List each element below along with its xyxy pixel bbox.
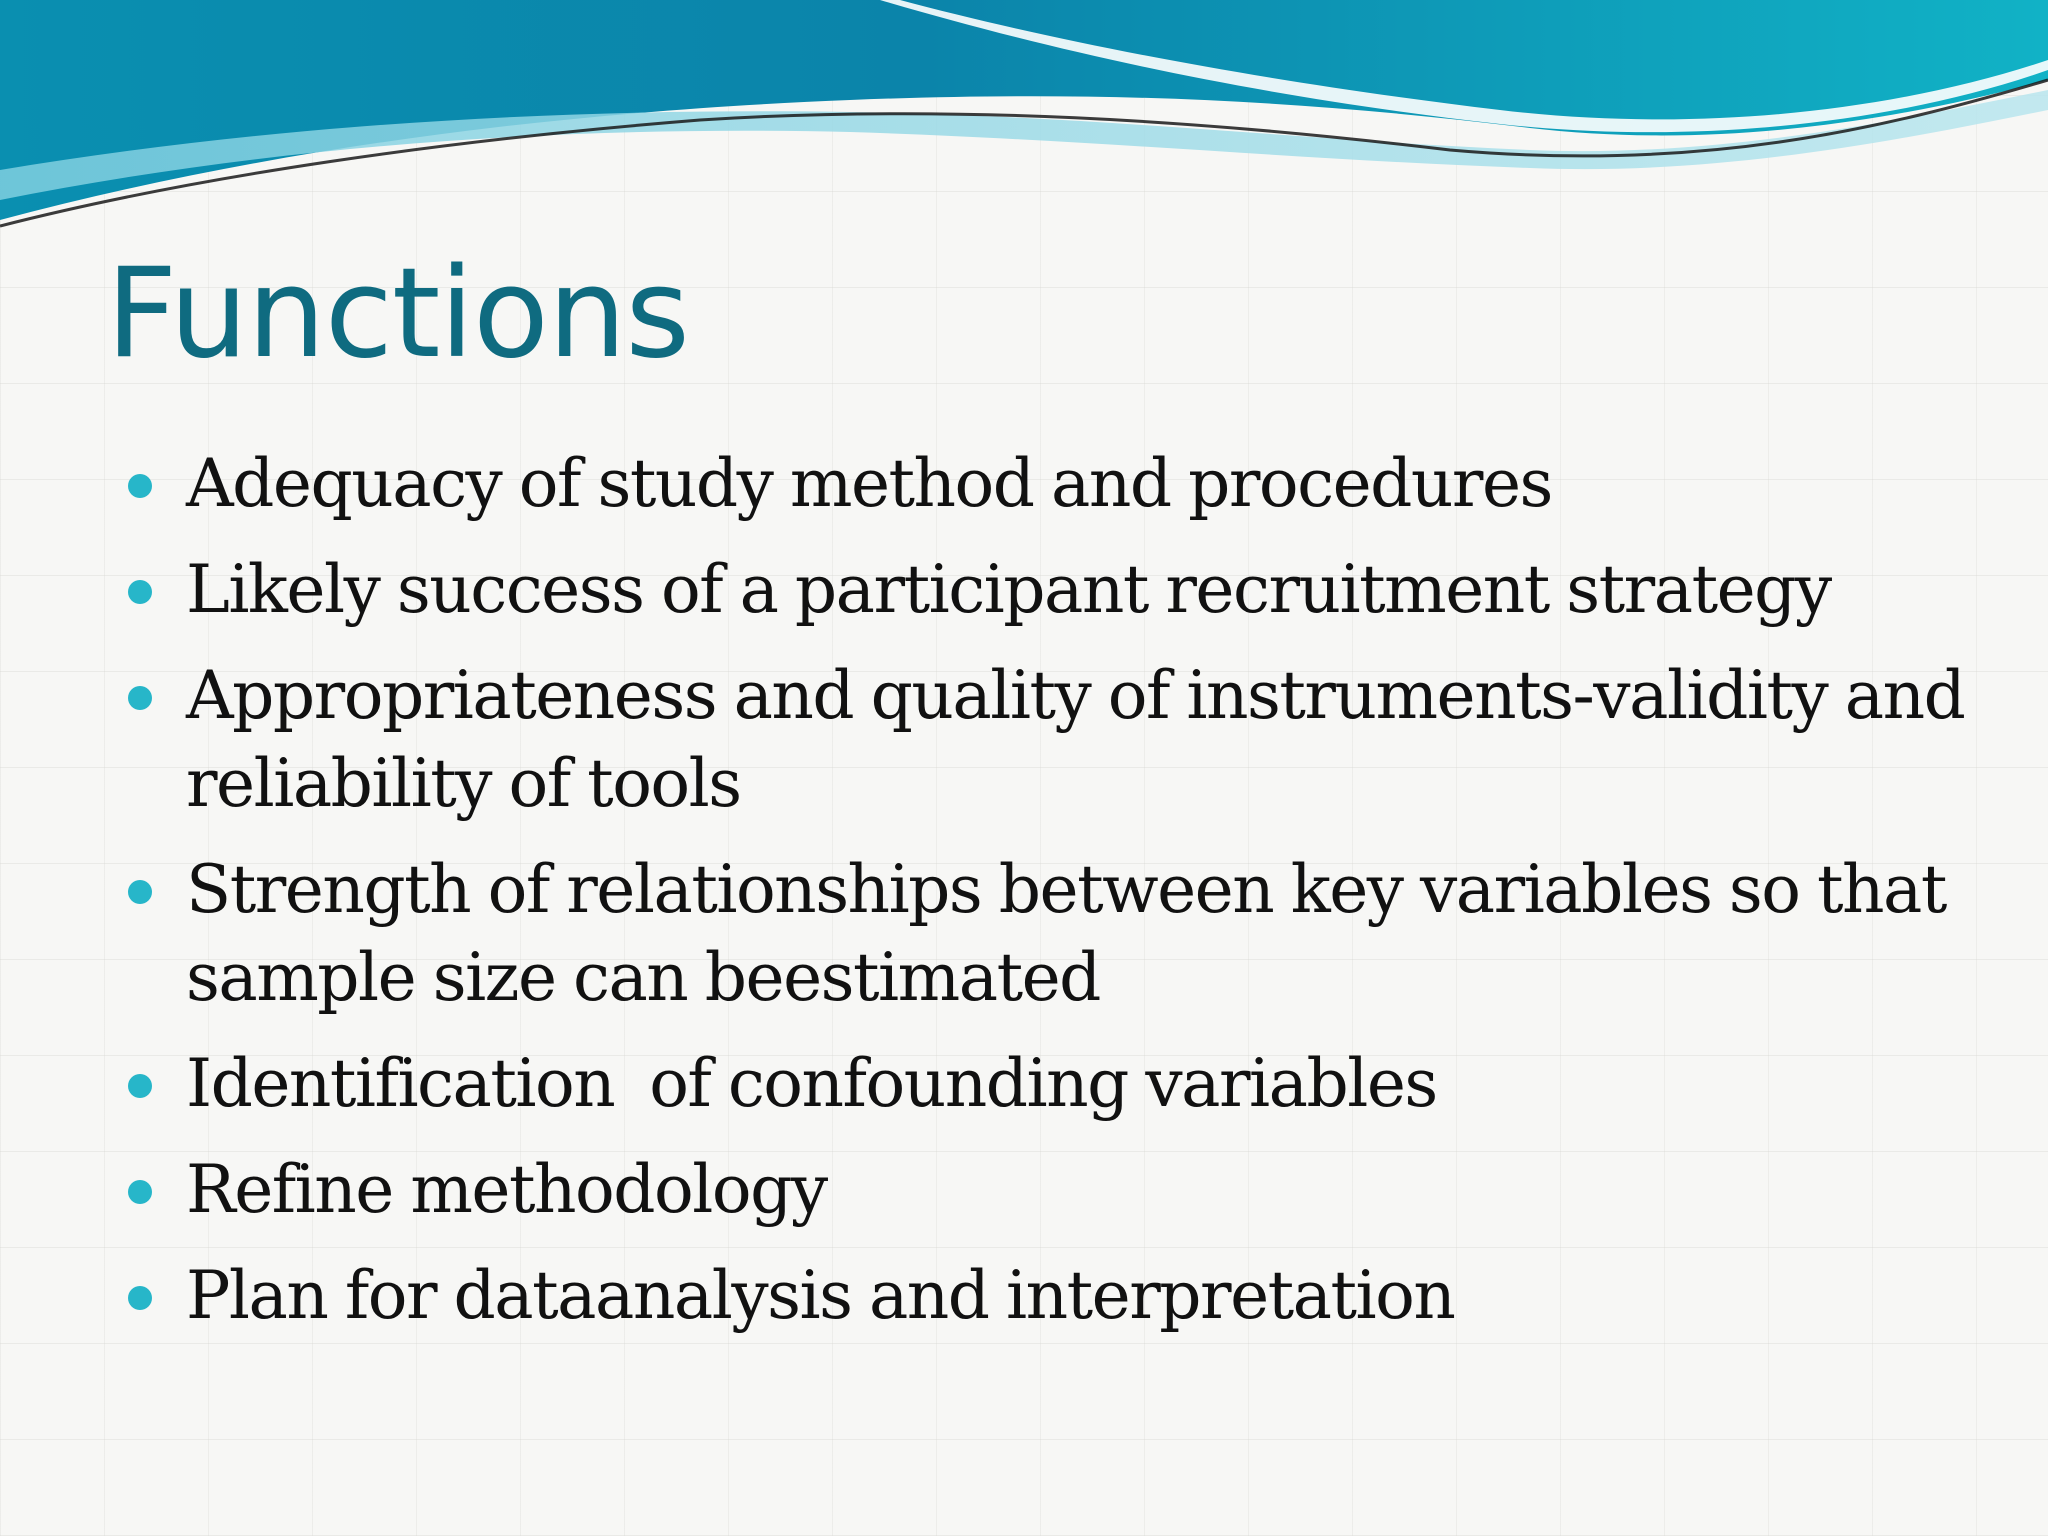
bullet-item	[128, 546, 2008, 634]
bullet-item	[128, 440, 2008, 528]
bullet-dot-icon	[128, 880, 152, 904]
bullet-dot-icon	[128, 686, 152, 710]
bullet-text: Plan for dataanalysis and interpretation	[186, 1257, 1455, 1334]
bullet-dot-icon	[128, 474, 152, 498]
bullet-text: Appropriateness and quality of instruments-validity and reliability of tools	[186, 657, 1965, 822]
bullet-dot-icon	[128, 1286, 152, 1310]
bullet-dot-icon	[128, 1074, 152, 1098]
bullet-text: Refine methodology	[186, 1151, 827, 1228]
bullet-text: Strength of relationships between key variables so that sample size can beestimated	[186, 851, 1946, 1016]
slide-title: Functions	[106, 242, 690, 386]
bullet-item	[128, 1040, 2008, 1128]
header-wave-decoration	[0, 0, 2048, 240]
bullet-text: Likely success of a participant recruitment strategy	[186, 551, 1831, 628]
bullet-list	[128, 440, 2008, 1358]
bullet-item	[128, 1146, 2008, 1234]
bullet-text: Identification of confounding variables	[186, 1045, 1437, 1122]
bullet-dot-icon	[128, 1180, 152, 1204]
bullet-text: Adequacy of study method and procedures	[186, 445, 1552, 522]
bullet-dot-icon	[128, 580, 152, 604]
bullet-item	[128, 652, 2008, 828]
bullet-item	[128, 1252, 2008, 1340]
bullet-item	[128, 846, 2008, 1022]
